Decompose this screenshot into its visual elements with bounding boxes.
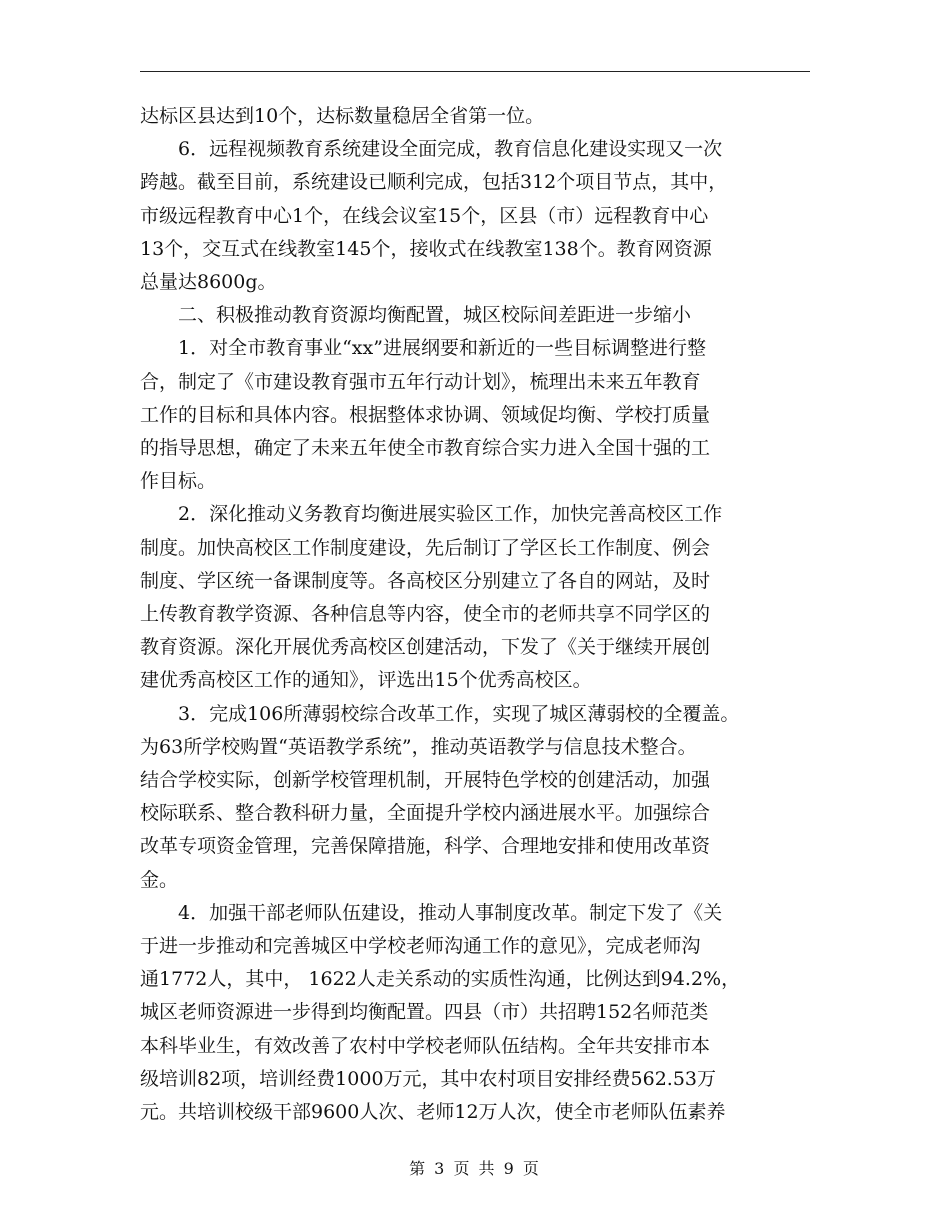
- text-line: 2．深化推动义务教育均衡进展实验区工作，加快完善高校区工作: [140, 503, 723, 526]
- text-line: 4．加强干部老师队伍建设，推动人事制度改革。制定下发了《关: [140, 901, 723, 924]
- text-line: 元。共培训校级干部9600人次、老师12万人次，使全市老师队伍素养: [140, 1101, 726, 1124]
- text-line: 的指导思想，确定了未来五年使全市教育综合实力进入全国十强的工: [140, 437, 711, 460]
- text-line: 总量达8600g。: [140, 271, 277, 294]
- section-heading: 二、积极推动教育资源均衡配置，城区校际间差距进一步缩小: [140, 304, 692, 327]
- text-line: 结合学校实际，创新学校管理机制，开展特色学校的创建活动，加强: [140, 769, 711, 792]
- text-line: 1．对全市教育事业“xx”进展纲要和新近的一些目标调整进行整: [140, 337, 706, 360]
- text-line: 教育资源。深化开展优秀高校区创建活动，下发了《关于继续开展创: [140, 636, 711, 659]
- text-line: 本科毕业生，有效改善了农村中学校老师队伍结构。全年共安排市本: [140, 1034, 711, 1057]
- text-line: 为63所学校购置“英语教学系统”，推动英语教学与信息技术整合。: [140, 735, 697, 758]
- text-line: 校际联系、整合教科研力量，全面提升学校内涵进展水平。加强综合: [140, 802, 711, 825]
- text-line: 3．完成106所薄弱校综合改革工作，实现了城区薄弱校的全覆盖。: [140, 702, 740, 725]
- text-line: 合，制定了《市建设教育强市五年行动计划》，梳理出未来五年教育: [140, 370, 701, 393]
- text-line: 跨越。截至目前，系统建设已顺利完成，包括312个项目节点，其中，: [140, 171, 728, 194]
- text-line: 改革专项资金管理，完善保障措施，科学、合理地安排和使用改革资: [140, 835, 711, 858]
- text-line: 金。: [140, 868, 179, 891]
- text-line: 上传教育教学资源、各种信息等内容，使全市的老师共享不同学区的: [140, 603, 711, 626]
- text-line: 市级远程教育中心1个，在线会议室15个，区县（市）远程教育中心: [140, 204, 709, 227]
- text-line: 作目标。: [140, 470, 217, 493]
- header-rule: [140, 71, 810, 72]
- text-line: 通1772人，其中， 1622人走关系动的实质性沟通，比例达到94.2%，: [140, 968, 741, 991]
- page-number-footer: 第 3 页 共 9 页: [409, 1159, 541, 1178]
- text-line: 工作的目标和具体内容。根据整体求协调、领域促均衡、学校打质量: [140, 403, 711, 426]
- text-line: 于进一步推动和完善城区中学校老师沟通工作的意见》，完成老师沟: [140, 935, 701, 958]
- text-line: 达标区县达到10个，达标数量稳居全省第一位。: [140, 105, 545, 127]
- document-body: [140, 100, 812, 1129]
- text-line: 6．远程视频教育系统建设全面完成，教育信息化建设实现又一次: [140, 138, 723, 161]
- text-line: 城区老师资源进一步得到均衡配置。四县（市）共招聘152名师范类: [140, 1001, 709, 1024]
- text-line: 建优秀高校区工作的通知》，评选出15个优秀高校区。: [140, 669, 592, 692]
- text-line: 级培训82项，培训经费1000万元，其中农村项目安排经费562.53万: [140, 1067, 717, 1090]
- text-line: 13个，交互式在线教室145个，接收式在线教室138个。教育网资源: [140, 237, 712, 260]
- text-line: 制度。加快高校区工作制度建设，先后制订了学区长工作制度、例会: [140, 536, 711, 559]
- text-line: 制度、学区统一备课制度等。各高校区分别建立了各自的网站，及时: [140, 569, 711, 592]
